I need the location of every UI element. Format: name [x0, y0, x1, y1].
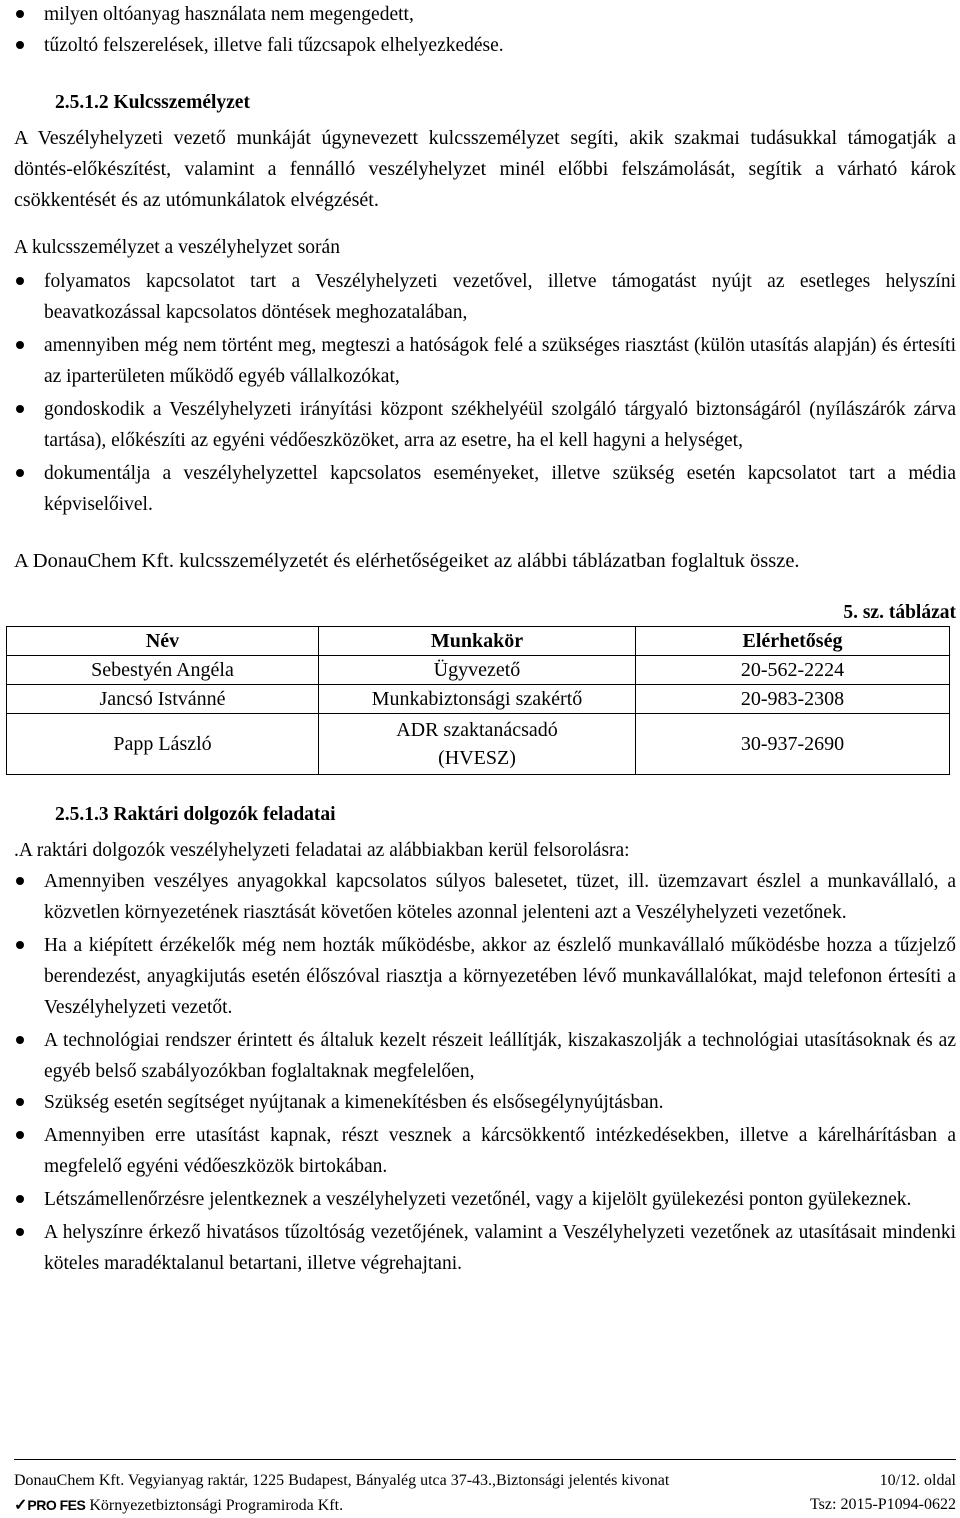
cell-contact: 20-983-2308 — [636, 685, 950, 714]
cell-name: Sebestyén Angéla — [7, 656, 319, 685]
footer-company-name: Környezetbiztonsági Programiroda Kft. — [89, 1497, 344, 1514]
lead-paragraph-2513: .A raktári dolgozók veszélyhelyzeti feladatai az alábbiakban kerül felsorolásra: — [14, 840, 630, 861]
list-item: Amennyiben erre utasítást kapnak, részt vesznek a kárcsökkentő intézkedésekben, illetve a kárelhárításban a megfelelő egyéni védőeszközök birtokában. — [14, 1120, 956, 1182]
document-page — [14, 0, 956, 1279]
bullet-icon — [16, 1228, 24, 1236]
checkmark-icon: ✓ — [14, 1497, 28, 1514]
table-row — [7, 656, 950, 685]
column-header-contact: Elérhetőség — [636, 627, 950, 656]
section-heading-2513: 2.5.1.3 Raktári dolgozók feladatai — [55, 804, 336, 825]
list-item: dokumentálja a veszélyhelyzettel kapcsolatos eseményeket, illetve szükség esetén kapcsolatot tart a média képviselőivel. — [14, 458, 956, 520]
list-item: A technológiai rendszer érintett és általuk kezelt részeit leállítják, kiszakaszolják a technológiai utasításoknak és az egyéb belső szabályozókban foglaltaknak megfelelően, — [14, 1025, 956, 1087]
list-item: Szükség esetén segítséget nyújtanak a kimenekítésben és elsősegélynyújtásban. — [14, 1087, 956, 1118]
footer-reference-number: Tsz: 2015-P1094-0622 — [810, 1496, 956, 1513]
kulcsszemelyzet-bullet-list — [14, 266, 956, 520]
bullet-icon — [16, 1195, 24, 1203]
bullet-icon — [16, 1098, 24, 1106]
footer-page-number: 10/12. oldal — [879, 1472, 956, 1489]
key-personnel-table — [6, 626, 950, 775]
cell-name: Jancsó Istvánné — [7, 685, 319, 714]
list-item: gondoskodik a Veszélyhelyzeti irányítási központ székhelyéül szolgáló tárgyaló biztonságáról (nyílászárók zárva tartása), előkészíti az egyéni védőeszközöket, arra az esetre, ha el kell hagyni a helységet, — [14, 394, 956, 456]
bullet-icon — [16, 405, 24, 413]
list-item: Ha a kiépített érzékelők még nem hozták működésbe, akkor az észlelő munkavállaló működésbe hozza a tűzjelző berendezést, anyagkijutás esetén élőszóval riasztja a környezetében lévő munkavállalókat, majd telefonon értesíti a Veszélyhelyzeti vezetőt. — [14, 930, 956, 1023]
profes-logo: PRO FES — [27, 1497, 86, 1513]
bullet-icon — [16, 1131, 24, 1139]
footer-line-2 — [14, 1494, 956, 1516]
list-item: folyamatos kapcsolatot tart a Veszélyhelyzeti vezetővel, illetve támogatást nyújt az esetleges helyszíni beavatkozással kapcsolatos döntések meghozatalában, — [14, 266, 956, 328]
bullet-icon — [16, 941, 24, 949]
top-bullet-list — [14, 0, 956, 61]
bullet-icon — [16, 469, 24, 477]
cell-contact: 20-562-2224 — [636, 656, 950, 685]
bullet-icon — [16, 41, 24, 49]
list-item: tűzoltó felszerelések, illetve fali tűzcsapok elhelyezkedése. — [14, 30, 956, 61]
section-heading-2512: 2.5.1.2 Kulcsszemélyzet — [55, 92, 250, 113]
table-row — [7, 685, 950, 714]
footer-document-info: DonauChem Kft. Vegyianyag raktár, 1225 Budapest, Bányalég utca 37-43.,Biztonsági jelentés kivonat — [14, 1472, 670, 1489]
footer-line-1 — [14, 1470, 956, 1492]
list-item: A helyszínre érkező hivatásos tűzoltóság vezetőjének, valamint a Veszélyhelyzeti vezetőnek az utasításait mindenki köteles maradéktalanul betartani, illetve végrehajtani. — [14, 1217, 956, 1279]
bullet-icon — [16, 877, 24, 885]
table-row — [7, 714, 950, 775]
bullet-icon — [16, 277, 24, 285]
footer-company — [14, 1494, 343, 1517]
intro-paragraph: A Veszélyhelyzeti vezető munkáját úgynevezett kulcsszemélyzet segíti, akik szakmai tudásukkal támogatják a döntés-előkészítést, valamint a fennálló veszélyhelyzet minél előbbi felszámolását, segítik a várható károk csökkentését és az utómunkálatok elvégzését. — [14, 127, 956, 211]
footer-divider — [14, 1459, 956, 1460]
column-header-role: Munkakör — [319, 627, 636, 656]
table-caption: 5. sz. táblázat — [843, 602, 956, 623]
list-item: Amennyiben veszélyes anyagokkal kapcsolatos súlyos balesetet, tüzet, ill. üzemzavart észlel a munkavállaló, a közvetlen környezetének riasztását követően köteles azonnal jelenteni azt a Veszélyhelyzeti vezetőnek. — [14, 866, 956, 928]
table-intro-paragraph: A DonauChem Kft. kulcsszemélyzetét és elérhetőségeiket az alábbi táblázatban foglaltuk össze. — [14, 550, 800, 572]
table-header-row — [7, 627, 950, 656]
cell-role: Ügyvezető — [319, 656, 636, 685]
list-item: Létszámellenőrzésre jelentkeznek a veszélyhelyzeti vezetőnél, vagy a kijelölt gyülekezési ponton gyülekeznek. — [14, 1184, 956, 1215]
bullet-icon — [16, 341, 24, 349]
cell-name: Papp László — [7, 714, 319, 775]
cell-role: ADR szaktanácsadó (HVESZ) — [319, 714, 636, 775]
cell-role: Munkabiztonsági szakértő — [319, 685, 636, 714]
lead-paragraph: A kulcsszemélyzet a veszélyhelyzet során — [14, 237, 340, 258]
list-item: milyen oltóanyag használata nem megengedett, — [14, 0, 956, 30]
cell-contact: 30-937-2690 — [636, 714, 950, 775]
warehouse-duties-bullet-list — [14, 866, 956, 1279]
column-header-name: Név — [7, 627, 319, 656]
list-item: amennyiben még nem történt meg, megteszi a hatóságok felé a szükséges riasztást (külön utasítás alapján) és értesíti az iparterületen működő egyéb vállalkozókat, — [14, 330, 956, 392]
bullet-icon — [16, 10, 24, 18]
bullet-icon — [16, 1036, 24, 1044]
